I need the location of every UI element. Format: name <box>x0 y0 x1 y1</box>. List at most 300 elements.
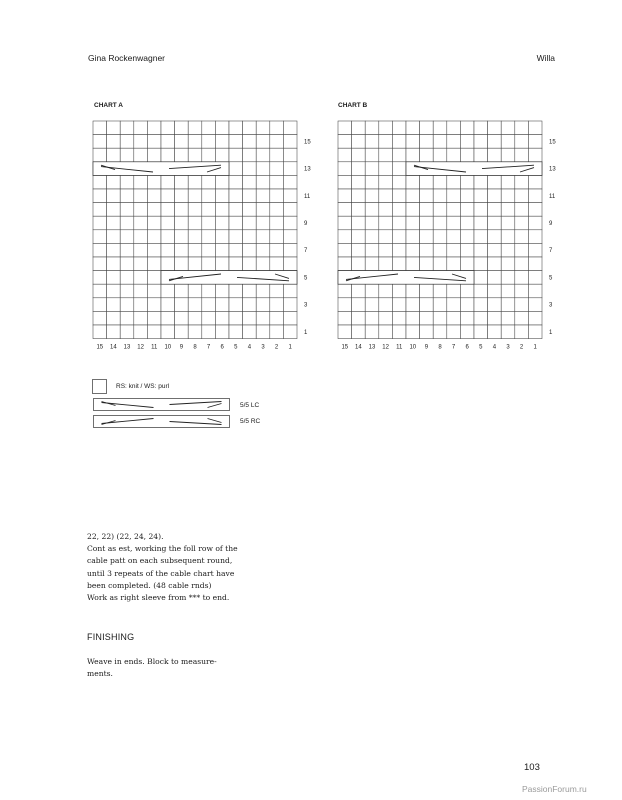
chart-cell <box>188 311 202 325</box>
row-label: 3 <box>549 302 553 309</box>
text-line: ments. <box>87 669 113 679</box>
chart-cell <box>460 135 474 149</box>
chart-cell <box>256 189 270 203</box>
chart-cell <box>406 203 420 217</box>
chart-cell <box>134 203 148 217</box>
chart-cell <box>528 189 542 203</box>
chart-cell <box>93 311 107 325</box>
chart-cell <box>147 230 161 244</box>
chart-cell <box>256 135 270 149</box>
chart-cell <box>229 121 243 135</box>
chart-cell <box>365 325 379 339</box>
chart-cell <box>161 230 175 244</box>
cable-symbol <box>94 416 230 428</box>
chart-cell <box>215 311 229 325</box>
chart-cell <box>420 243 434 257</box>
chart-cell <box>474 148 488 162</box>
chart-cell <box>352 230 366 244</box>
chart-cell <box>243 230 257 244</box>
chart-cell <box>243 298 257 312</box>
chart-cell <box>447 243 461 257</box>
chart-cell <box>488 257 502 271</box>
text-line: Weave in ends. Block to measure- <box>87 657 217 666</box>
watermark: PassionForum.ru <box>522 784 587 794</box>
cable-symbol <box>94 399 230 411</box>
chart-cell <box>243 243 257 257</box>
chart-cell <box>488 298 502 312</box>
chart-cell <box>161 243 175 257</box>
row-label: 1 <box>549 329 553 336</box>
chart-cell <box>229 189 243 203</box>
chart-cell <box>515 325 529 339</box>
chart-cell <box>215 257 229 271</box>
chart-cell <box>107 203 121 217</box>
chart-cell <box>392 135 406 149</box>
chart-cell <box>501 175 515 189</box>
chart-cell <box>229 284 243 298</box>
column-label: 4 <box>492 344 497 351</box>
chart-cell <box>161 257 175 271</box>
chart-cell <box>93 189 107 203</box>
chart-cell <box>447 284 461 298</box>
chart-cell <box>379 175 393 189</box>
chart-cell <box>352 148 366 162</box>
column-label: 15 <box>341 344 349 351</box>
chart-cell <box>338 121 352 135</box>
chart-cell <box>120 216 134 230</box>
chart-cell <box>338 298 352 312</box>
chart-cell <box>283 298 297 312</box>
chart-cell <box>256 216 270 230</box>
chart-cell <box>202 230 216 244</box>
text-line: Cont as est, working the foll row of the <box>87 544 238 554</box>
chart-b-grid <box>338 121 556 361</box>
chart-cell <box>202 257 216 271</box>
chart-cell <box>202 203 216 217</box>
chart-cell <box>501 216 515 230</box>
chart-cell <box>488 175 502 189</box>
chart-cell <box>283 243 297 257</box>
chart-cell <box>134 121 148 135</box>
chart-a-title: CHART A <box>94 102 124 109</box>
chart-cell <box>161 148 175 162</box>
chart-cell <box>202 325 216 339</box>
chart-cell <box>474 121 488 135</box>
chart-cell <box>215 175 229 189</box>
chart-cell <box>256 257 270 271</box>
chart-cell <box>120 189 134 203</box>
chart-cell <box>392 311 406 325</box>
chart-cell <box>488 230 502 244</box>
chart-cell <box>283 257 297 271</box>
chart-cell <box>528 175 542 189</box>
chart-cell <box>447 175 461 189</box>
cable-symbol <box>406 162 542 176</box>
chart-cell <box>379 135 393 149</box>
chart-cell <box>134 298 148 312</box>
chart-cell <box>256 298 270 312</box>
chart-cell <box>338 311 352 325</box>
chart-cell <box>202 311 216 325</box>
chart-cell <box>338 216 352 230</box>
text-line: 22, 22) (22, 24, 24). <box>87 532 164 541</box>
chart-cell <box>215 243 229 257</box>
chart-cell <box>352 311 366 325</box>
column-label: 9 <box>424 344 429 351</box>
row-label: 13 <box>304 166 311 173</box>
chart-cell <box>256 203 270 217</box>
chart-cell <box>134 284 148 298</box>
chart-cell <box>147 284 161 298</box>
chart-cell <box>528 243 542 257</box>
chart-cell <box>488 121 502 135</box>
row-label: 13 <box>549 166 556 173</box>
chart-cell <box>134 148 148 162</box>
column-label: 13 <box>123 344 131 351</box>
chart-cell <box>120 230 134 244</box>
chart-cell <box>107 271 121 285</box>
chart-cell <box>229 216 243 230</box>
chart-cell <box>175 311 189 325</box>
chart-cell <box>215 216 229 230</box>
header-pattern-name: Willa <box>536 53 555 63</box>
chart-cell <box>460 298 474 312</box>
chart-cell <box>447 189 461 203</box>
chart-cell <box>93 135 107 149</box>
chart-cell <box>474 284 488 298</box>
chart-cell <box>161 216 175 230</box>
chart-cell <box>215 298 229 312</box>
chart-cell <box>447 257 461 271</box>
chart-cell <box>433 203 447 217</box>
chart-cell <box>420 121 434 135</box>
chart-cell <box>270 203 284 217</box>
chart-cell <box>406 257 420 271</box>
chart-cell <box>175 135 189 149</box>
text-line: Work as right sleeve from *** to end. <box>87 593 230 603</box>
chart-cell <box>392 284 406 298</box>
chart-cell <box>283 284 297 298</box>
page-number: 103 <box>524 762 540 773</box>
chart-cell <box>243 311 257 325</box>
chart-cell <box>161 135 175 149</box>
chart-cell <box>433 135 447 149</box>
chart-cell <box>365 284 379 298</box>
chart-cell <box>406 189 420 203</box>
chart-cell <box>338 230 352 244</box>
chart-cell <box>134 175 148 189</box>
finishing-paragraph <box>87 656 262 680</box>
chart-cell <box>433 298 447 312</box>
chart-cell <box>474 325 488 339</box>
chart-cell <box>256 162 270 176</box>
chart-cell <box>460 189 474 203</box>
chart-cell <box>283 162 297 176</box>
chart-cell <box>447 203 461 217</box>
chart-cell <box>406 175 420 189</box>
chart-cell <box>515 135 529 149</box>
chart-cell <box>229 325 243 339</box>
chart-cell <box>175 216 189 230</box>
chart-cell <box>501 135 515 149</box>
chart-cell <box>474 189 488 203</box>
chart-cell <box>147 135 161 149</box>
chart-cell <box>215 203 229 217</box>
column-label: 7 <box>206 344 211 351</box>
chart-cell <box>420 135 434 149</box>
chart-cell <box>528 121 542 135</box>
chart-cell <box>283 216 297 230</box>
chart-cell <box>365 121 379 135</box>
instructions-paragraph <box>87 531 262 604</box>
chart-cell <box>379 216 393 230</box>
chart-cell <box>161 298 175 312</box>
chart-cell <box>501 271 515 285</box>
chart-cell <box>161 284 175 298</box>
chart-cell <box>420 284 434 298</box>
chart-cell <box>392 243 406 257</box>
chart-cell <box>215 189 229 203</box>
column-label: 5 <box>479 344 483 351</box>
chart-cell <box>147 311 161 325</box>
chart-cell <box>488 284 502 298</box>
chart-cell <box>93 257 107 271</box>
chart-cell <box>175 325 189 339</box>
chart-cell <box>365 257 379 271</box>
column-label: 15 <box>96 344 104 351</box>
row-label: 9 <box>549 221 553 227</box>
row-label: 3 <box>304 302 308 309</box>
chart-cell <box>365 216 379 230</box>
chart-cell <box>175 284 189 298</box>
chart-cell <box>352 135 366 149</box>
chart-cell <box>433 243 447 257</box>
chart-cell <box>528 325 542 339</box>
chart-cell <box>379 257 393 271</box>
chart-cell <box>460 203 474 217</box>
chart-cell <box>188 257 202 271</box>
chart-cell <box>460 175 474 189</box>
chart-cell <box>420 230 434 244</box>
chart-cell <box>215 230 229 244</box>
chart-cell <box>256 175 270 189</box>
chart-cell <box>256 325 270 339</box>
chart-cell <box>365 311 379 325</box>
legend-lc-cable-symbol <box>93 398 233 412</box>
chart-cell <box>474 216 488 230</box>
chart-cell <box>528 216 542 230</box>
row-label: 1 <box>304 329 308 336</box>
chart-cell <box>175 189 189 203</box>
chart-cell <box>488 189 502 203</box>
chart-cell <box>352 325 366 339</box>
chart-cell <box>202 135 216 149</box>
chart-cell <box>528 203 542 217</box>
chart-cell <box>188 298 202 312</box>
chart-cell <box>202 175 216 189</box>
chart-cell <box>120 284 134 298</box>
chart-cell <box>352 175 366 189</box>
column-label: 3 <box>506 344 510 351</box>
chart-cell <box>188 284 202 298</box>
chart-cell <box>515 257 529 271</box>
chart-cell <box>392 148 406 162</box>
chart-cell <box>215 325 229 339</box>
chart-cell <box>501 203 515 217</box>
chart-cell <box>93 121 107 135</box>
chart-cell <box>283 148 297 162</box>
chart-cell <box>365 148 379 162</box>
chart-cell <box>120 325 134 339</box>
chart-cell <box>229 148 243 162</box>
chart-cell <box>392 203 406 217</box>
chart-cell <box>256 243 270 257</box>
chart-cell <box>202 121 216 135</box>
chart-cell <box>188 243 202 257</box>
chart-cell <box>161 121 175 135</box>
chart-cell <box>474 257 488 271</box>
chart-cell <box>433 121 447 135</box>
column-label: 2 <box>274 344 279 351</box>
chart-cell <box>338 243 352 257</box>
chart-cell <box>147 243 161 257</box>
chart-cell <box>433 284 447 298</box>
chart-cell <box>243 325 257 339</box>
chart-cell <box>161 189 175 203</box>
column-label: 9 <box>179 344 184 351</box>
row-label: 5 <box>304 275 308 282</box>
chart-cell <box>215 148 229 162</box>
chart-cell <box>215 121 229 135</box>
chart-cell <box>338 325 352 339</box>
chart-cell <box>406 135 420 149</box>
chart-cell <box>229 203 243 217</box>
chart-cell <box>406 284 420 298</box>
chart-cell <box>107 243 121 257</box>
chart-cell <box>406 243 420 257</box>
chart-cell <box>420 175 434 189</box>
chart-cell <box>406 325 420 339</box>
row-label: 15 <box>304 139 311 146</box>
chart-cell <box>120 203 134 217</box>
chart-cell <box>270 243 284 257</box>
chart-cell <box>93 271 107 285</box>
chart-cell <box>474 203 488 217</box>
chart-cell <box>420 298 434 312</box>
chart-cell <box>107 284 121 298</box>
chart-cell <box>175 203 189 217</box>
chart-cell <box>501 148 515 162</box>
chart-b-title: CHART B <box>338 102 368 109</box>
header-author: Gina Rockenwagner <box>88 53 166 63</box>
chart-cell <box>528 298 542 312</box>
chart-cell <box>488 243 502 257</box>
chart-cell <box>488 216 502 230</box>
chart-cell <box>107 189 121 203</box>
chart-cell <box>229 243 243 257</box>
chart-cell <box>107 311 121 325</box>
row-label: 11 <box>304 193 311 200</box>
chart-cell <box>229 230 243 244</box>
chart-cell <box>501 325 515 339</box>
chart-cell <box>433 257 447 271</box>
chart-cell <box>392 162 406 176</box>
chart-cell <box>515 121 529 135</box>
cable-symbol <box>161 271 297 285</box>
chart-cell <box>352 121 366 135</box>
chart-cell <box>488 311 502 325</box>
chart-cell <box>229 311 243 325</box>
chart-cell <box>515 189 529 203</box>
chart-cell <box>528 230 542 244</box>
chart-cell <box>107 230 121 244</box>
chart-cell <box>120 257 134 271</box>
chart-cell <box>283 311 297 325</box>
chart-cell <box>379 243 393 257</box>
chart-cell <box>379 284 393 298</box>
chart-cell <box>352 243 366 257</box>
chart-cell <box>202 216 216 230</box>
chart-cell <box>515 311 529 325</box>
chart-cell <box>460 121 474 135</box>
chart-cell <box>433 325 447 339</box>
chart-cell <box>365 203 379 217</box>
chart-cell <box>352 284 366 298</box>
chart-cell <box>501 189 515 203</box>
row-label: 9 <box>304 221 308 227</box>
chart-cell <box>420 148 434 162</box>
chart-cell <box>243 257 257 271</box>
chart-cell <box>270 189 284 203</box>
chart-cell <box>93 203 107 217</box>
chart-cell <box>515 216 529 230</box>
chart-cell <box>93 284 107 298</box>
chart-cell <box>283 135 297 149</box>
chart-cell <box>147 298 161 312</box>
chart-cell <box>243 135 257 149</box>
chart-cell <box>352 298 366 312</box>
chart-cell <box>147 121 161 135</box>
column-label: 14 <box>355 344 362 351</box>
chart-cell <box>460 284 474 298</box>
chart-cell <box>460 243 474 257</box>
row-label: 5 <box>549 275 553 282</box>
chart-cell <box>352 162 366 176</box>
chart-cell <box>202 148 216 162</box>
chart-cell <box>188 189 202 203</box>
chart-cell <box>270 298 284 312</box>
chart-cell <box>406 121 420 135</box>
column-label: 3 <box>261 344 265 351</box>
chart-cell <box>270 148 284 162</box>
chart-cell <box>134 216 148 230</box>
chart-cell <box>147 175 161 189</box>
chart-cell <box>460 216 474 230</box>
chart-cell <box>406 230 420 244</box>
chart-cell <box>420 216 434 230</box>
chart-cell <box>107 257 121 271</box>
chart-cell <box>147 189 161 203</box>
chart-cell <box>215 284 229 298</box>
chart-cell <box>134 189 148 203</box>
chart-cell <box>515 271 529 285</box>
legend-knit-purl-label: RS: knit / WS: purl <box>116 383 170 390</box>
chart-cell <box>93 148 107 162</box>
chart-cell <box>283 203 297 217</box>
chart-cell <box>447 325 461 339</box>
chart-cell <box>270 257 284 271</box>
chart-cell <box>460 230 474 244</box>
